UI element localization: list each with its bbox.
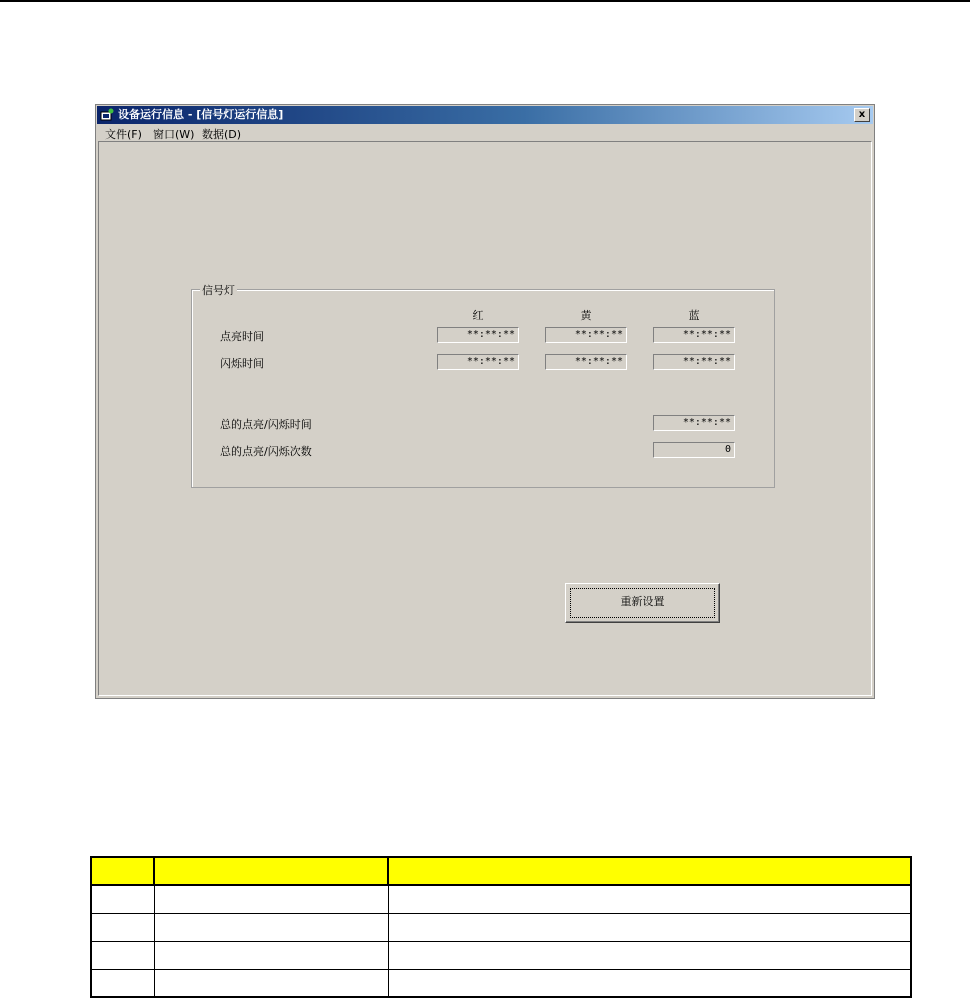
table-header-cell [388,857,911,885]
table-cell [91,969,154,997]
title-bar[interactable] [97,106,873,124]
column-header-yellow: 黄 [580,309,592,322]
table-row [91,969,911,997]
table-cell [91,913,154,941]
info-table [90,856,912,998]
client-area [98,141,872,696]
top-rule [0,0,970,2]
table-header-cell [91,857,154,885]
table-row [91,913,911,941]
table-row [91,941,911,969]
table-cell [388,941,911,969]
on-time-blue-field: **:**:** [653,327,735,343]
table-cell [388,913,911,941]
menu-file[interactable]: 文件(F) [105,128,142,141]
table-row [91,885,911,913]
table-header-cell [154,857,388,885]
blink-time-label: 闪烁时间 [220,357,264,370]
table-cell [154,913,388,941]
total-count-label: 总的点亮/闪烁次数 [220,445,312,458]
blink-time-red-field: **:**:** [437,354,519,370]
window-title: 设备运行信息 - [信号灯运行信息] [118,108,284,121]
total-time-label: 总的点亮/闪烁时间 [220,418,312,431]
on-time-red-field: **:**:** [437,327,519,343]
total-count-field: 0 [653,442,735,458]
column-header-red: 红 [472,309,484,322]
close-button[interactable]: x [854,108,870,122]
app-icon [100,108,114,122]
table-cell [154,885,388,913]
total-time-field: **:**:** [653,415,735,431]
table-cell [154,969,388,997]
blink-time-blue-field: **:**:** [653,354,735,370]
table-cell [388,885,911,913]
menu-data[interactable]: 数据(D) [202,128,242,141]
signal-light-group [191,284,775,488]
table-cell [154,941,388,969]
table-header-row [91,857,911,885]
blink-time-yellow-field: **:**:** [545,354,627,370]
table-cell [91,941,154,969]
table-cell [91,885,154,913]
app-window [95,104,875,699]
on-time-label: 点亮时间 [220,330,264,343]
group-title: 信号灯 [202,284,235,297]
reset-button[interactable] [565,583,720,623]
column-header-blue: 蓝 [688,309,700,322]
menu-window[interactable]: 窗口(W) [153,128,195,141]
menu-bar [98,124,872,141]
table-cell [388,969,911,997]
on-time-yellow-field: **:**:** [545,327,627,343]
reset-button-label: 重新设置 [620,595,665,608]
